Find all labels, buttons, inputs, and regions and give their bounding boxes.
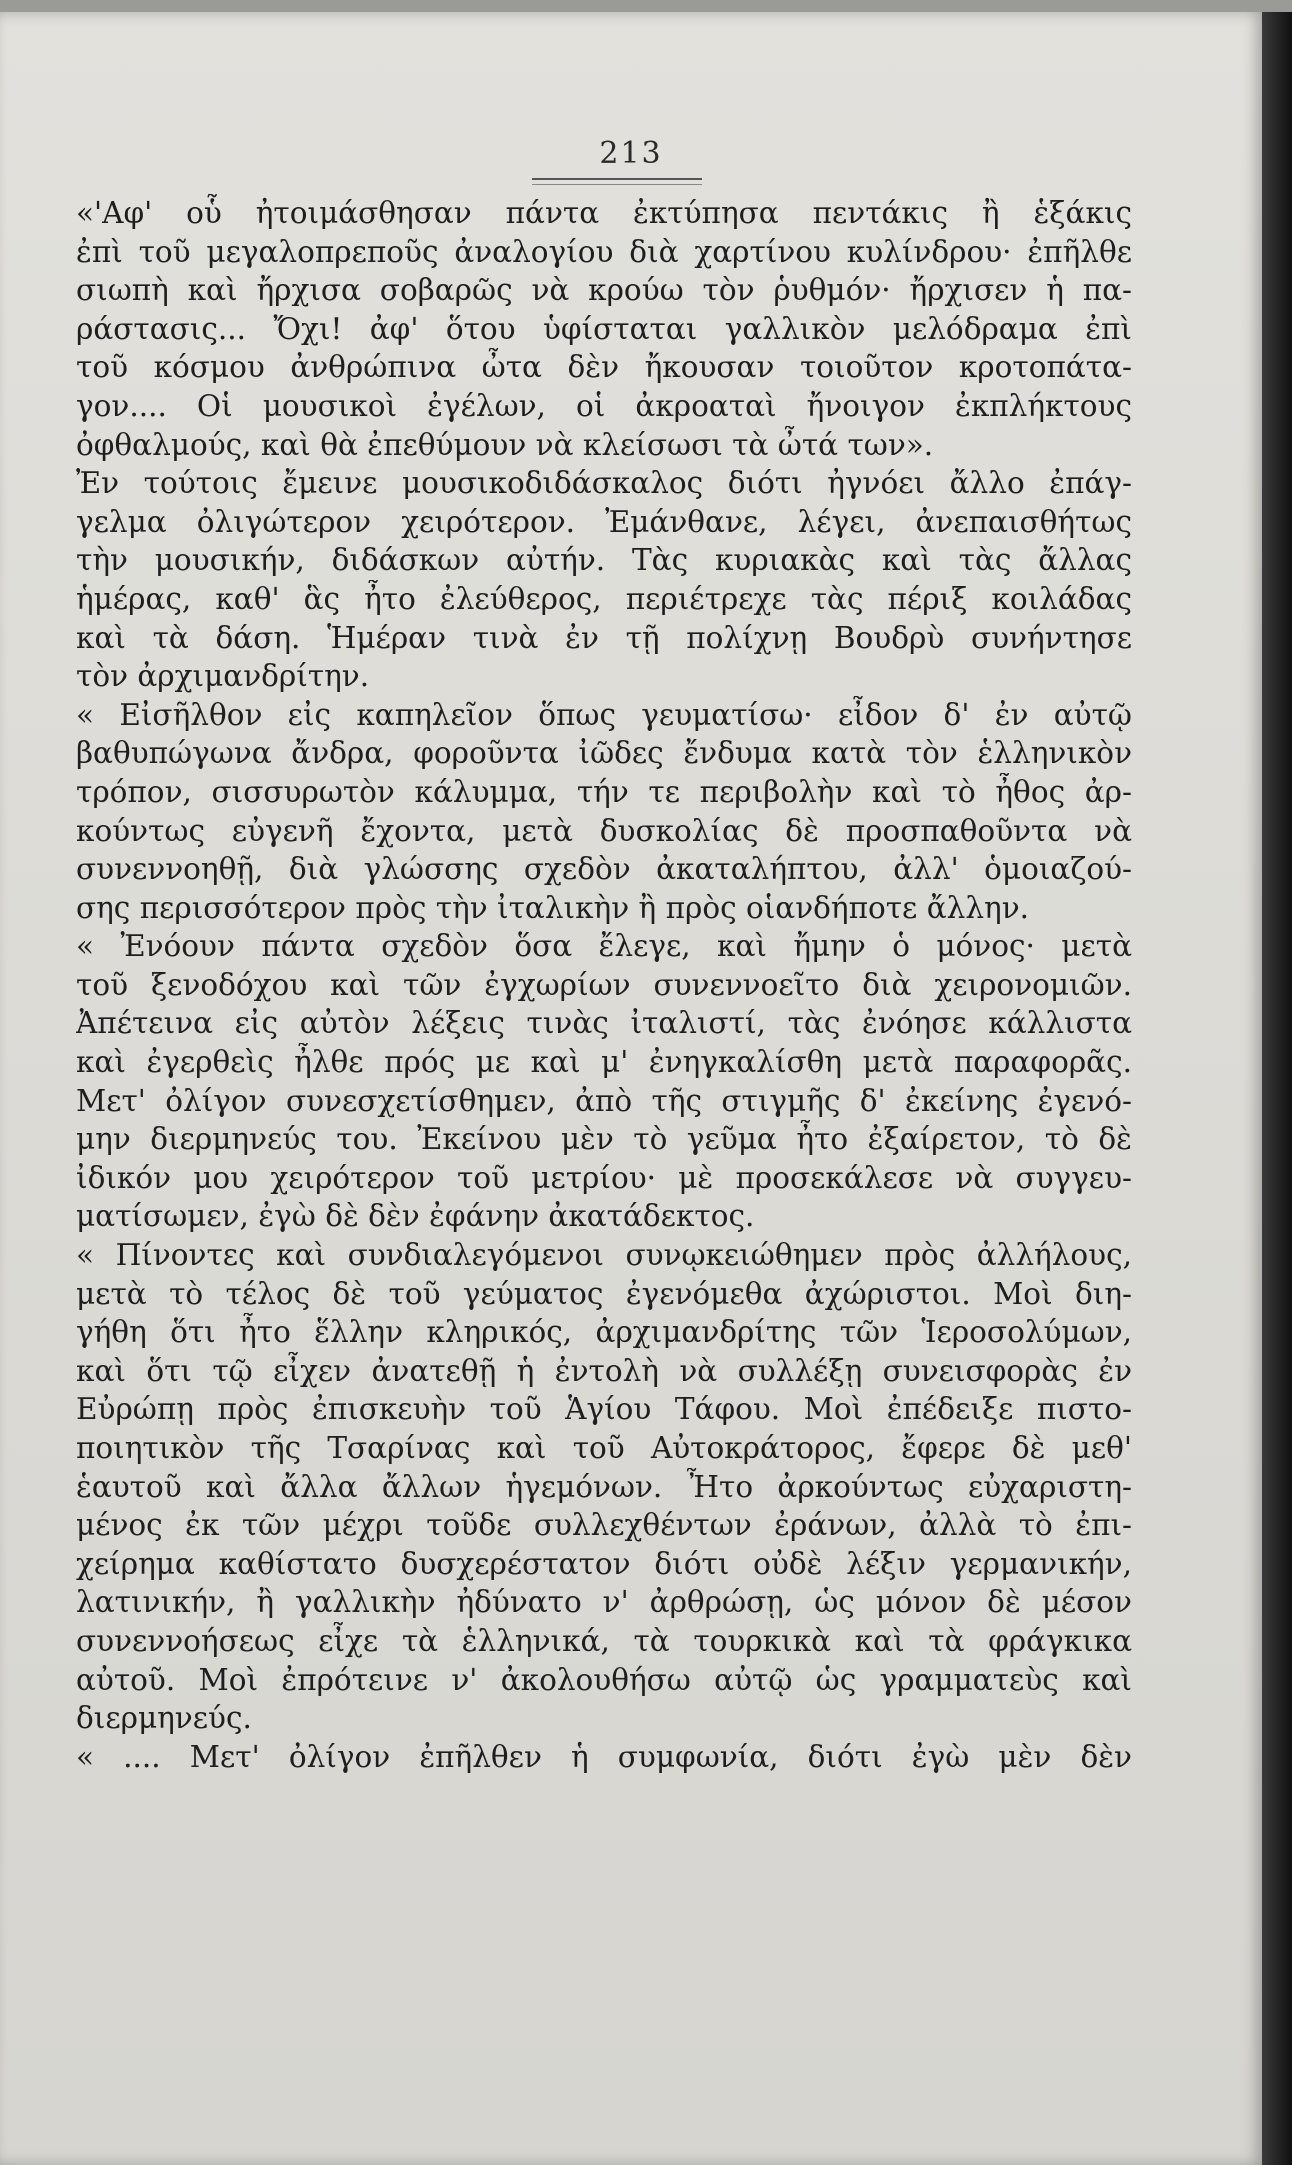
text-line: καὶ τὰ δάση. Ἡμέραν τινὰ ἐν τῇ πολίχνῃ Βουδρὺ συνήντησε (76, 620, 1132, 655)
text-line: ἡμέρας, καθ' ἃς ἦτο ἐλεύθερος, περιέτρεχε τὰς πέριξ κοιλάδας (76, 581, 1132, 616)
text-line: ἐπὶ τοῦ μεγαλοπρεποῦς ἀναλογίου διὰ χαρτίνου κυλίνδρου· ἐπῆλθε (76, 234, 1132, 269)
text-line: « Εἰσῆλθον εἰς καπηλεῖον ὅπως γευματίσω· εἶδον δ' ἐν αὐτῷ (76, 697, 1132, 732)
text-line: μετὰ τὸ τέλος δὲ τοῦ γεύματος ἐγενόμεθα ἀχώριστοι. Μοὶ διη- (76, 1276, 1132, 1311)
text-line: τοῦ ξενοδόχου καὶ τῶν ἐγχωρίων συνεννοεῖτο διὰ χειρονομιῶν. (76, 967, 1132, 1002)
text-line: Μετ' ὀλίγον συνεσχετίσθημεν, ἀπὸ τῆς στιγμῆς δ' ἐκείνης ἐγενό- (76, 1083, 1132, 1118)
text-line: τρόπον, σισσυρωτὸν κάλυμμα, τήν τε περιβολὴν καὶ τὸ ἦθος ἀρ- (76, 774, 1132, 809)
body-text (76, 194, 1132, 1776)
text-line: τὸν ἀρχιμανδρίτην. (76, 659, 370, 694)
text-line: αὐτοῦ. Μοὶ ἐπρότεινε ν' ἀκολουθήσω αὐτῷ ὡς γραμματεὺς καὶ (76, 1662, 1132, 1697)
text-line: Ἀπέτεινα εἰς αὐτὸν λέξεις τινὰς ἰταλιστί, τὰς ἐνόησε κάλλιστα (76, 1006, 1132, 1041)
page-number: 213 (599, 136, 663, 171)
text-line: τὴν μουσικήν, διδάσκων αὐτήν. Τὰς κυριακὰς καὶ τὰς ἄλλας (76, 543, 1132, 578)
text-line: μην διερμηνεύς του. Ἐκείνου μὲν τὸ γεῦμα ἦτο ἐξαίρετον, τὸ δὲ (76, 1122, 1132, 1157)
text-line: καὶ ἐγερθεὶς ἦλθε πρός με καὶ μ' ἐνηγκαλίσθη μετὰ παραφορᾶς. (76, 1045, 1132, 1080)
text-line: ἑαυτοῦ καὶ ἄλλα ἄλλων ἡγεμόνων. Ἦτο ἀρκούντως εὐχαριστη- (76, 1469, 1132, 1504)
text-line: ράστασις... Ὄχι! ἀφ' ὅτου ὑφίσταται γαλλικὸν μελόδραμα ἐπὶ (76, 311, 1132, 346)
text-line: μένος ἐκ τῶν μέχρι τοῦδε συλλεχθέντων ἐράνων, ἀλλὰ τὸ ἐπι- (76, 1508, 1132, 1543)
text-line: « Ἐνόουν πάντα σχεδὸν ὅσα ἔλεγε, καὶ ἤμην ὁ μόνος· μετὰ (76, 929, 1132, 964)
text-line: ματίσωμεν, ἐγὼ δὲ δὲν ἐφάνην ἀκατάδεκτος. (76, 1199, 755, 1234)
text-line: Ἐν τούτοις ἔμεινε μουσικοδιδάσκαλος διότι ἠγνόει ἄλλο ἐπάγ- (76, 466, 1132, 501)
page-edge-shadow (1262, 12, 1292, 2165)
text-line: λατινικήν, ἢ γαλλικὴν ἠδύνατο ν' ἀρθρώσῃ, ὡς μόνον δὲ μέσον (76, 1585, 1132, 1620)
text-line: ἰδικόν μου χειρότερον τοῦ μετρίου· μὲ προσεκάλεσε νὰ συγγευ- (76, 1160, 1132, 1195)
text-line: γον.... Οἱ μουσικοὶ ἐγέλων, οἱ ἀκροαταὶ ἤνοιγον ἐκπλήκτους (76, 388, 1132, 423)
text-line: γήθη ὅτι ἦτο ἕλλην κληρικός, ἀρχιμανδρίτης τῶν Ἱεροσολύμων, (76, 1315, 1132, 1350)
text-line: γελμα ὀλιγώτερον χειρότερον. Ἐμάνθανε, λέγει, ἀνεπαισθήτως (76, 504, 1132, 539)
book-page (0, 12, 1262, 2165)
text-line: ποιητικὸν τῆς Τσαρίνας καὶ τοῦ Αὐτοκράτορος, ἔφερε δὲ μεθ' (76, 1431, 1132, 1465)
text-line: « .... Μετ' ὀλίγον ἐπῆλθεν ἡ συμφωνία, διότι ἐγὼ μὲν δὲν (76, 1739, 1132, 1774)
text-line: συνεννοηθῇ, διὰ γλώσσης σχεδὸν ἀκαταλήπτου, ἀλλ' ὁμοιαζού- (76, 852, 1132, 887)
text-line: σιωπὴ καὶ ἤρχισα σοβαρῶς νὰ κρούω τὸν ῥυθμόν· ἤρχισεν ἡ πα- (76, 273, 1132, 308)
text-line: χείρημα καθίστατο δυσχερέστατον διότι οὐδὲ λέξιν γερμανικήν, (76, 1546, 1132, 1581)
text-line: σης περισσότερον πρὸς τὴν ἰταλικὴν ἢ πρὸς οἱανδήποτε ἄλλην. (76, 890, 1030, 925)
text-line: «'Αφ' οὗ ἠτοιμάσθησαν πάντα ἐκτύπησα πεντάκις ἢ ἑξάκις (76, 196, 1132, 230)
text-line: διερμηνεύς. (76, 1701, 252, 1736)
text-line: Εὐρώπῃ πρὸς ἐπισκευὴν τοῦ Ἁγίου Τάφου. Μοὶ ἐπέδειξε πιστο- (76, 1392, 1132, 1427)
text-line: κούντως εὐγενῆ ἔχοντα, μετὰ δυσκολίας δὲ προσπαθοῦντα νὰ (76, 813, 1132, 848)
page-number-rule (532, 178, 702, 185)
text-line: τοῦ κόσμου ἀνθρώπινα ὦτα δὲν ἤκουσαν τοιοῦτον κροτοπάτα- (76, 350, 1132, 385)
text-line: ὀφθαλμούς, καὶ θὰ ἐπεθύμουν νὰ κλείσωσι τὰ ὦτά των». (76, 427, 934, 462)
text-line: καὶ ὅτι τῷ εἶχεν ἀνατεθῇ ἡ ἐντολὴ νὰ συλλέξῃ συνεισφορὰς ἐν (76, 1353, 1132, 1388)
text-line: « Πίνοντες καὶ συνδιαλεγόμενοι συνῳκειώθημεν πρὸς ἀλλήλους, (76, 1238, 1132, 1273)
text-line: βαθυπώγωνα ἄνδρα, φοροῦντα ἰῶδες ἔνδυμα κατὰ τὸν ἑλληνικὸν (76, 736, 1132, 771)
text-line: συνεννοήσεως εἶχε τὰ ἑλληνικά, τὰ τουρκικὰ καὶ τὰ φράγκικα (76, 1623, 1132, 1658)
